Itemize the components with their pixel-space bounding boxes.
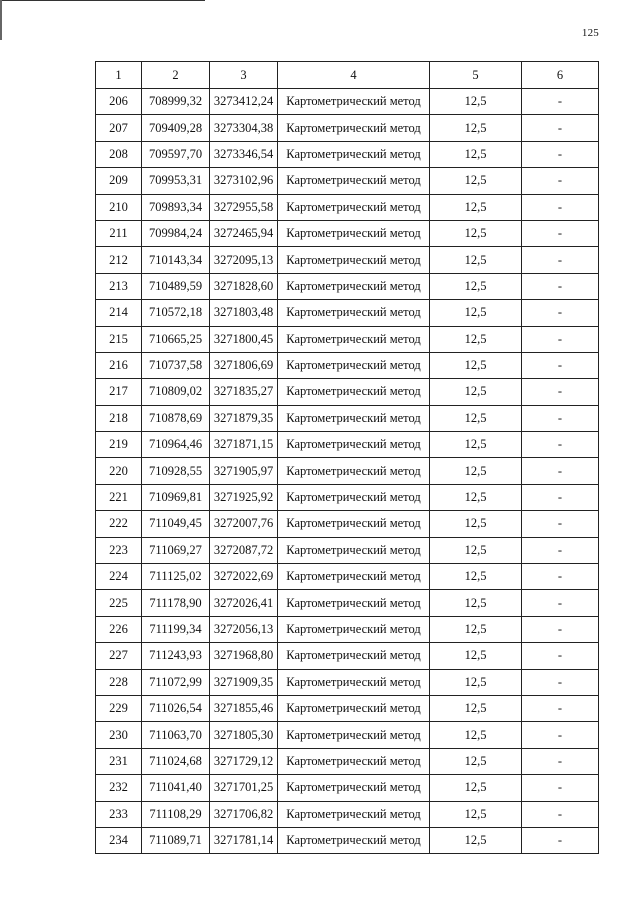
y-coordinate-cell: 3271828,60 (210, 273, 278, 299)
accuracy-cell: 12,5 (430, 537, 522, 563)
accuracy-cell: 12,5 (430, 722, 522, 748)
method-cell: Картометрический метод (278, 405, 430, 431)
description-cell: - (522, 695, 599, 721)
x-coordinate-cell: 709893,34 (142, 194, 210, 220)
description-cell: - (522, 379, 599, 405)
accuracy-cell: 12,5 (430, 89, 522, 115)
method-cell: Картометрический метод (278, 643, 430, 669)
table-row (96, 616, 599, 642)
point-number-cell: 225 (96, 590, 142, 616)
description-cell: - (522, 775, 599, 801)
method-cell: Картометрический метод (278, 115, 430, 141)
description-cell: - (522, 616, 599, 642)
method-cell: Картометрический метод (278, 168, 430, 194)
point-number-cell: 221 (96, 484, 142, 510)
y-coordinate-cell: 3271879,35 (210, 405, 278, 431)
point-number-cell: 208 (96, 141, 142, 167)
point-number-cell: 216 (96, 352, 142, 378)
table-row (96, 300, 599, 326)
method-cell: Картометрический метод (278, 616, 430, 642)
y-coordinate-cell: 3271871,15 (210, 432, 278, 458)
point-number-cell: 210 (96, 194, 142, 220)
column-header: 2 (142, 62, 210, 89)
table-row (96, 168, 599, 194)
method-cell: Картометрический метод (278, 801, 430, 827)
description-cell: - (522, 432, 599, 458)
accuracy-cell: 12,5 (430, 273, 522, 299)
x-coordinate-cell: 711089,71 (142, 827, 210, 853)
y-coordinate-cell: 3271925,92 (210, 484, 278, 510)
x-coordinate-cell: 710878,69 (142, 405, 210, 431)
x-coordinate-cell: 709597,70 (142, 141, 210, 167)
point-number-cell: 217 (96, 379, 142, 405)
accuracy-cell: 12,5 (430, 801, 522, 827)
y-coordinate-cell: 3272026,41 (210, 590, 278, 616)
point-number-cell: 224 (96, 564, 142, 590)
accuracy-cell: 12,5 (430, 168, 522, 194)
y-coordinate-cell: 3271968,80 (210, 643, 278, 669)
y-coordinate-cell: 3273304,38 (210, 115, 278, 141)
accuracy-cell: 12,5 (430, 458, 522, 484)
table-row (96, 352, 599, 378)
point-number-cell: 209 (96, 168, 142, 194)
accuracy-cell: 12,5 (430, 220, 522, 246)
accuracy-cell: 12,5 (430, 643, 522, 669)
description-cell: - (522, 801, 599, 827)
scan-top-border (0, 0, 205, 1)
point-number-cell: 229 (96, 695, 142, 721)
method-cell: Картометрический метод (278, 695, 430, 721)
y-coordinate-cell: 3272955,58 (210, 194, 278, 220)
coordinates-table (95, 61, 599, 854)
accuracy-cell: 12,5 (430, 827, 522, 853)
description-cell: - (522, 669, 599, 695)
accuracy-cell: 12,5 (430, 194, 522, 220)
method-cell: Картометрический метод (278, 722, 430, 748)
method-cell: Картометрический метод (278, 379, 430, 405)
table-row (96, 722, 599, 748)
point-number-cell: 230 (96, 722, 142, 748)
x-coordinate-cell: 710969,81 (142, 484, 210, 510)
point-number-cell: 213 (96, 273, 142, 299)
x-coordinate-cell: 710665,25 (142, 326, 210, 352)
point-number-cell: 207 (96, 115, 142, 141)
description-cell: - (522, 458, 599, 484)
x-coordinate-cell: 711243,93 (142, 643, 210, 669)
y-coordinate-cell: 3271805,30 (210, 722, 278, 748)
table-row (96, 801, 599, 827)
table-row (96, 695, 599, 721)
table-row (96, 273, 599, 299)
method-cell: Картометрический метод (278, 827, 430, 853)
method-cell: Картометрический метод (278, 511, 430, 537)
accuracy-cell: 12,5 (430, 405, 522, 431)
accuracy-cell: 12,5 (430, 511, 522, 537)
y-coordinate-cell: 3272095,13 (210, 247, 278, 273)
y-coordinate-cell: 3273102,96 (210, 168, 278, 194)
x-coordinate-cell: 711125,02 (142, 564, 210, 590)
x-coordinate-cell: 710143,34 (142, 247, 210, 273)
point-number-cell: 219 (96, 432, 142, 458)
table-row (96, 748, 599, 774)
description-cell: - (522, 247, 599, 273)
accuracy-cell: 12,5 (430, 300, 522, 326)
method-cell: Картометрический метод (278, 537, 430, 563)
accuracy-cell: 12,5 (430, 564, 522, 590)
table-row (96, 247, 599, 273)
x-coordinate-cell: 711026,54 (142, 695, 210, 721)
point-number-cell: 211 (96, 220, 142, 246)
table-row (96, 432, 599, 458)
description-cell: - (522, 352, 599, 378)
description-cell: - (522, 115, 599, 141)
table-header-row (96, 62, 599, 89)
table-row (96, 326, 599, 352)
column-header: 4 (278, 62, 430, 89)
method-cell: Картометрический метод (278, 352, 430, 378)
point-number-cell: 222 (96, 511, 142, 537)
table-row (96, 115, 599, 141)
y-coordinate-cell: 3271905,97 (210, 458, 278, 484)
x-coordinate-cell: 710737,58 (142, 352, 210, 378)
x-coordinate-cell: 709953,31 (142, 168, 210, 194)
method-cell: Картометрический метод (278, 247, 430, 273)
point-number-cell: 233 (96, 801, 142, 827)
y-coordinate-cell: 3272056,13 (210, 616, 278, 642)
y-coordinate-cell: 3271806,69 (210, 352, 278, 378)
x-coordinate-cell: 711199,34 (142, 616, 210, 642)
table-body (96, 89, 599, 854)
x-coordinate-cell: 711063,70 (142, 722, 210, 748)
description-cell: - (522, 722, 599, 748)
method-cell: Картометрический метод (278, 432, 430, 458)
table-row (96, 511, 599, 537)
description-cell: - (522, 564, 599, 590)
point-number-cell: 215 (96, 326, 142, 352)
method-cell: Картометрический метод (278, 273, 430, 299)
accuracy-cell: 12,5 (430, 432, 522, 458)
accuracy-cell: 12,5 (430, 115, 522, 141)
description-cell: - (522, 511, 599, 537)
x-coordinate-cell: 709409,28 (142, 115, 210, 141)
point-number-cell: 206 (96, 89, 142, 115)
table-row (96, 194, 599, 220)
accuracy-cell: 12,5 (430, 352, 522, 378)
y-coordinate-cell: 3272465,94 (210, 220, 278, 246)
accuracy-cell: 12,5 (430, 669, 522, 695)
x-coordinate-cell: 710572,18 (142, 300, 210, 326)
point-number-cell: 228 (96, 669, 142, 695)
y-coordinate-cell: 3271800,45 (210, 326, 278, 352)
y-coordinate-cell: 3271729,12 (210, 748, 278, 774)
table-row (96, 564, 599, 590)
description-cell: - (522, 194, 599, 220)
table-row (96, 643, 599, 669)
y-coordinate-cell: 3271701,25 (210, 775, 278, 801)
column-header: 5 (430, 62, 522, 89)
description-cell: - (522, 827, 599, 853)
table-row (96, 379, 599, 405)
x-coordinate-cell: 711108,29 (142, 801, 210, 827)
point-number-cell: 234 (96, 827, 142, 853)
description-cell: - (522, 537, 599, 563)
method-cell: Картометрический метод (278, 669, 430, 695)
table-row (96, 141, 599, 167)
method-cell: Картометрический метод (278, 300, 430, 326)
point-number-cell: 218 (96, 405, 142, 431)
point-number-cell: 214 (96, 300, 142, 326)
x-coordinate-cell: 710809,02 (142, 379, 210, 405)
x-coordinate-cell: 710928,55 (142, 458, 210, 484)
x-coordinate-cell: 711024,68 (142, 748, 210, 774)
description-cell: - (522, 89, 599, 115)
x-coordinate-cell: 709984,24 (142, 220, 210, 246)
accuracy-cell: 12,5 (430, 616, 522, 642)
description-cell: - (522, 748, 599, 774)
point-number-cell: 212 (96, 247, 142, 273)
method-cell: Картометрический метод (278, 89, 430, 115)
description-cell: - (522, 405, 599, 431)
table-row (96, 405, 599, 431)
point-number-cell: 231 (96, 748, 142, 774)
y-coordinate-cell: 3271803,48 (210, 300, 278, 326)
y-coordinate-cell: 3272022,69 (210, 564, 278, 590)
table-row (96, 775, 599, 801)
table-row (96, 537, 599, 563)
point-number-cell: 232 (96, 775, 142, 801)
x-coordinate-cell: 711069,27 (142, 537, 210, 563)
column-header: 1 (96, 62, 142, 89)
accuracy-cell: 12,5 (430, 379, 522, 405)
x-coordinate-cell: 708999,32 (142, 89, 210, 115)
method-cell: Картометрический метод (278, 141, 430, 167)
table-row (96, 220, 599, 246)
y-coordinate-cell: 3272007,76 (210, 511, 278, 537)
accuracy-cell: 12,5 (430, 247, 522, 273)
description-cell: - (522, 300, 599, 326)
description-cell: - (522, 141, 599, 167)
point-number-cell: 223 (96, 537, 142, 563)
accuracy-cell: 12,5 (430, 484, 522, 510)
method-cell: Картометрический метод (278, 484, 430, 510)
point-number-cell: 227 (96, 643, 142, 669)
column-header: 6 (522, 62, 599, 89)
y-coordinate-cell: 3271855,46 (210, 695, 278, 721)
accuracy-cell: 12,5 (430, 141, 522, 167)
y-coordinate-cell: 3272087,72 (210, 537, 278, 563)
description-cell: - (522, 220, 599, 246)
column-header: 3 (210, 62, 278, 89)
point-number-cell: 220 (96, 458, 142, 484)
method-cell: Картометрический метод (278, 564, 430, 590)
method-cell: Картометрический метод (278, 458, 430, 484)
x-coordinate-cell: 711178,90 (142, 590, 210, 616)
description-cell: - (522, 484, 599, 510)
table-row (96, 89, 599, 115)
table-row (96, 458, 599, 484)
accuracy-cell: 12,5 (430, 775, 522, 801)
scan-left-border (0, 0, 2, 40)
method-cell: Картометрический метод (278, 194, 430, 220)
method-cell: Картометрический метод (278, 748, 430, 774)
method-cell: Картометрический метод (278, 220, 430, 246)
accuracy-cell: 12,5 (430, 695, 522, 721)
y-coordinate-cell: 3273346,54 (210, 141, 278, 167)
y-coordinate-cell: 3271909,35 (210, 669, 278, 695)
method-cell: Картометрический метод (278, 775, 430, 801)
y-coordinate-cell: 3271781,14 (210, 827, 278, 853)
point-number-cell: 226 (96, 616, 142, 642)
x-coordinate-cell: 711041,40 (142, 775, 210, 801)
y-coordinate-cell: 3271706,82 (210, 801, 278, 827)
x-coordinate-cell: 711072,99 (142, 669, 210, 695)
description-cell: - (522, 273, 599, 299)
method-cell: Картометрический метод (278, 326, 430, 352)
method-cell: Картометрический метод (278, 590, 430, 616)
accuracy-cell: 12,5 (430, 748, 522, 774)
y-coordinate-cell: 3271835,27 (210, 379, 278, 405)
description-cell: - (522, 168, 599, 194)
description-cell: - (522, 326, 599, 352)
table-row (96, 484, 599, 510)
table-row (96, 669, 599, 695)
x-coordinate-cell: 711049,45 (142, 511, 210, 537)
page-number: 125 (581, 27, 599, 39)
x-coordinate-cell: 710489,59 (142, 273, 210, 299)
description-cell: - (522, 590, 599, 616)
table-row (96, 590, 599, 616)
table-row (96, 827, 599, 853)
y-coordinate-cell: 3273412,24 (210, 89, 278, 115)
accuracy-cell: 12,5 (430, 326, 522, 352)
description-cell: - (522, 643, 599, 669)
accuracy-cell: 12,5 (430, 590, 522, 616)
x-coordinate-cell: 710964,46 (142, 432, 210, 458)
